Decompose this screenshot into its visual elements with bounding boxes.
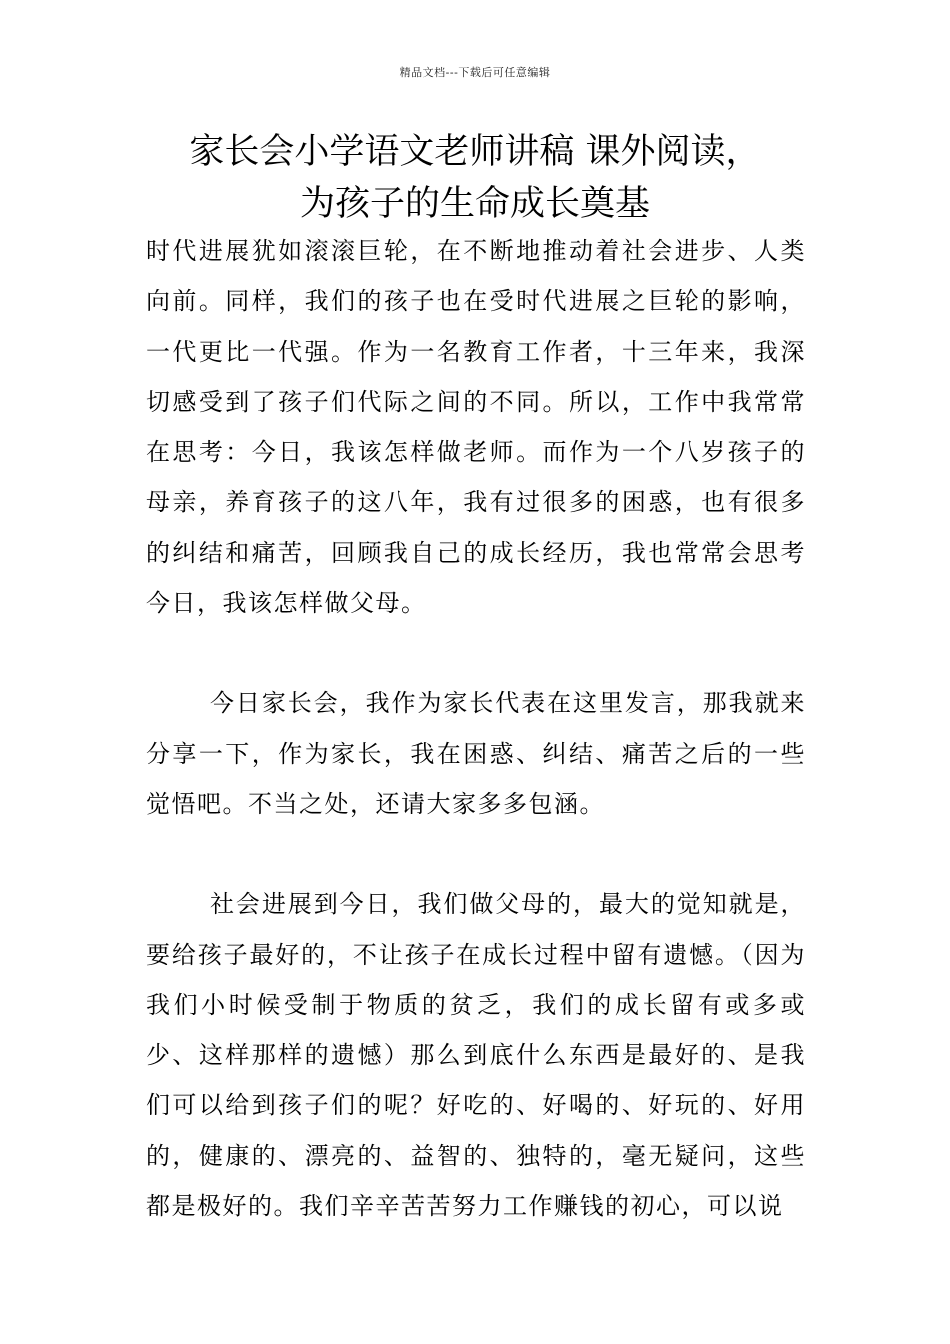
paragraph-gap — [146, 829, 806, 879]
header-note: 精品文档---下载后可任意编辑 — [399, 66, 551, 79]
document-body — [146, 226, 806, 1231]
paragraph-2: 今日家长会，我作为家长代表在这里发言，那我就来分享一下，作为家长，我在困惑、纠结、痛苦之后的一些觉悟吧。不当之处，还请大家多多包涵。 — [146, 689, 806, 818]
paragraph-gap — [146, 628, 806, 678]
title-line-2: 为孩子的生命成长奠基 — [299, 184, 650, 224]
paragraph-1: 时代进展犹如滚滚巨轮，在不断地推动着社会进步、人类向前。同样，我们的孩子也在受时代进展之巨轮的影响，一代更比一代强。作为一名教育工作者，十三年来，我深切感受到了孩子们代际之间的不同。所以，工作中我常常在思考：今日，我该怎样做老师。而作为一个八岁孩子的母亲，养育孩子的这八年，我有过很多的困惑，也有很多的纠结和痛苦，回顾我自己的成长经历，我也常常会思考今日，我该怎样做父母。 — [146, 237, 806, 618]
title-line-1: 家长会小学语文老师讲稿 课外阅读， — [189, 132, 761, 172]
paragraph-3: 社会进展到今日，我们做父母的，最大的觉知就是，要给孩子最好的，不让孩子在成长过程中留有遗憾。（因为我们小时候受制于物质的贫乏，我们的成长留有或多或少、这样那样的遗憾）那么到底什么东西是最好的、是我们可以给到孩子们的呢？好吃的、好喝的、好玩的、好用的，健康的、漂亮的、益智的、独特的，毫无疑问，这些都是极好的。我们辛辛苦苦努力工作赚钱的初心，可以说 — [146, 890, 806, 1221]
document-title — [100, 126, 850, 230]
